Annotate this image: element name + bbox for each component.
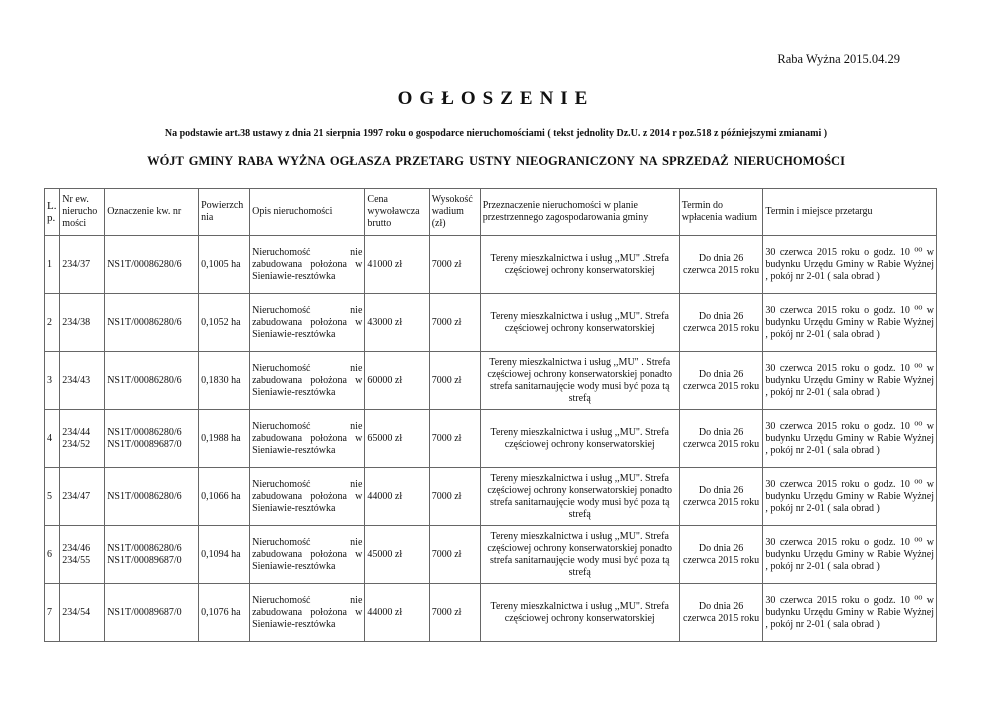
column-header-auction-time-place: Termin i miejsce przetargu (763, 189, 937, 236)
document-title: OGŁOSZENIE (397, 88, 595, 109)
cell-deposit: 7000 zł (429, 236, 480, 294)
cell-purpose: Tereny mieszkalnictwa i usług ,,MU". Strefa częściowej ochrony konserwatorskiej (480, 584, 679, 642)
cell-deposit: 7000 zł (429, 410, 480, 468)
cell-deposit: 7000 zł (429, 352, 480, 410)
cell-lp: 4 (45, 410, 60, 468)
cell-area: 0,1076 ha (199, 584, 250, 642)
cell-area: 0,1052 ha (199, 294, 250, 352)
cell-area: 0,1988 ha (199, 410, 250, 468)
cell-starting-price: 43000 zł (365, 294, 429, 352)
cell-auction-time-place: 30 czerwca 2015 roku o godz. 10 ⁰⁰ w budynku Urzędu Gminy w Rabie Wyżnej , pokój nr 2-01 ( sala obrad ) (763, 468, 937, 526)
cell-starting-price: 44000 zł (365, 468, 429, 526)
cell-deposit-deadline: Do dnia 26 czerwca 2015 roku (679, 352, 763, 410)
cell-description: Nieruchomość nie zabudowana położona w Sieniawie-resztówka (250, 468, 365, 526)
cell-description: Nieruchomość nie zabudowana położona w Sieniawie-resztówka (250, 526, 365, 584)
cell-purpose: Tereny mieszkalnictwa i usług ,,MU". Strefa częściowej ochrony konserwatorskiej ponadto strefa sanitarnaujęcie wody musi być poza tą strefą (480, 526, 679, 584)
cell-auction-time-place: 30 czerwca 2015 roku o godz. 10 ⁰⁰ w budynku Urzędu Gminy w Rabie Wyżnej , pokój nr 2-01 ( sala obrad ) (763, 410, 937, 468)
cell-area: 0,1005 ha (199, 236, 250, 294)
cell-parcel-number: 234/38 (60, 294, 105, 352)
cell-description: Nieruchomość nie zabudowana położona w Sieniawie-resztówka (250, 294, 365, 352)
cell-auction-time-place: 30 czerwca 2015 roku o godz. 10 ⁰⁰ w budynku Urzędu Gminy w Rabie Wyżnej , pokój nr 2-01 ( sala obrad ) (763, 526, 937, 584)
cell-parcel-number: 234/43 (60, 352, 105, 410)
cell-starting-price: 44000 zł (365, 584, 429, 642)
cell-land-register: NS1T/00089687/0 (105, 584, 199, 642)
column-header-parcel-number: Nr ew. nierucho mości (60, 189, 105, 236)
cell-purpose: Tereny mieszkalnictwa i usług ,,MU" .Strefa częściowej ochrony konserwatorskiej (480, 236, 679, 294)
cell-auction-time-place: 30 czerwca 2015 roku o godz. 10 ⁰⁰ w budynku Urzędu Gminy w Rabie Wyżnej , pokój nr 2-01 ( sala obrad ) (763, 584, 937, 642)
cell-parcel-number: 234/47 (60, 468, 105, 526)
column-header-deposit: Wysokość wadium (zł) (429, 189, 480, 236)
cell-area: 0,1830 ha (199, 352, 250, 410)
cell-deposit-deadline: Do dnia 26 czerwca 2015 roku (679, 294, 763, 352)
cell-area: 0,1094 ha (199, 526, 250, 584)
cell-description: Nieruchomość nie zabudowana położona w Sieniawie-resztówka (250, 584, 365, 642)
cell-purpose: Tereny mieszkalnictwa i usług ,,MU" . Strefa częściowej ochrony konserwatorskiej ponadto strefa sanitarnaujęcie wody musi być poza tą strefą (480, 352, 679, 410)
cell-parcel-number: 234/37 (60, 236, 105, 294)
cell-starting-price: 65000 zł (365, 410, 429, 468)
cell-lp: 2 (45, 294, 60, 352)
table-row (45, 294, 937, 352)
cell-lp: 3 (45, 352, 60, 410)
cell-land-register: NS1T/00086280/6 (105, 294, 199, 352)
column-header-description: Opis nieruchomości (250, 189, 365, 236)
cell-deposit-deadline: Do dnia 26 czerwca 2015 roku (679, 410, 763, 468)
cell-description: Nieruchomość nie zabudowana położona w Sieniawie-resztówka (250, 236, 365, 294)
column-header-area: Powierzch nia (199, 189, 250, 236)
cell-parcel-number: 234/54 (60, 584, 105, 642)
cell-purpose: Tereny mieszkalnictwa i usług ,,MU". Strefa częściowej ochrony konserwatorskiej (480, 410, 679, 468)
cell-description: Nieruchomość nie zabudowana położona w Sieniawie-resztówka (250, 352, 365, 410)
column-header-lp: L. p. (45, 189, 60, 236)
cell-deposit: 7000 zł (429, 294, 480, 352)
cell-lp: 1 (45, 236, 60, 294)
cell-deposit-deadline: Do dnia 26 czerwca 2015 roku (679, 584, 763, 642)
cell-auction-time-place: 30 czerwca 2015 roku o godz. 10 ⁰⁰ w budynku Urzędu Gminy w Rabie Wyżnej , pokój nr 2-01 ( sala obrad ) (763, 236, 937, 294)
cell-deposit-deadline: Do dnia 26 czerwca 2015 roku (679, 526, 763, 584)
cell-purpose: Tereny mieszkalnictwa i usług ,,MU". Strefa częściowej ochrony konserwatorskiej (480, 294, 679, 352)
cell-lp: 5 (45, 468, 60, 526)
table-row (45, 584, 937, 642)
table-row (45, 352, 937, 410)
cell-auction-time-place: 30 czerwca 2015 roku o godz. 10 ⁰⁰ w budynku Urzędu Gminy w Rabie Wyżnej , pokój nr 2-01 ( sala obrad ) (763, 352, 937, 410)
cell-lp: 6 (45, 526, 60, 584)
table-row (45, 468, 937, 526)
column-header-deposit-deadline: Termin do wpłacenia wadium (679, 189, 763, 236)
column-header-starting-price: Cena wywoławcza brutto (365, 189, 429, 236)
cell-purpose: Tereny mieszkalnictwa i usług ,,MU". Strefa częściowej ochrony konserwatorskiej ponadto strefa sanitarnaujęcie wody musi być poza tą strefą (480, 468, 679, 526)
column-header-purpose: Przeznaczenie nieruchomości w planie przestrzennego zagospodarowania gminy (480, 189, 679, 236)
announcement-heading: WÓJT GMINY RABA WYŻNA OGŁASZA PRZETARG USTNY NIEOGRANICZONY NA SPRZEDAŻ NIERUCHOMOŚCI (147, 154, 845, 168)
place-date: Raba Wyżna 2015.04.29 (777, 52, 900, 66)
cell-lp: 7 (45, 584, 60, 642)
cell-description: Nieruchomość nie zabudowana położona w Sieniawie-resztówka (250, 410, 365, 468)
cell-parcel-number: 234/46 234/55 (60, 526, 105, 584)
cell-deposit-deadline: Do dnia 26 czerwca 2015 roku (679, 468, 763, 526)
table-row (45, 526, 937, 584)
cell-land-register: NS1T/00086280/6 (105, 236, 199, 294)
cell-land-register: NS1T/00086280/6 NS1T/00089687/0 (105, 526, 199, 584)
cell-deposit: 7000 zł (429, 584, 480, 642)
legal-basis: Na podstawie art.38 ustawy z dnia 21 sierpnia 1997 roku o gospodarce nieruchomościami ( tekst jednolity Dz.U. z 2014 r poz.518 z późniejszymi zmianami ) (164, 128, 828, 139)
table-row (45, 410, 937, 468)
cell-starting-price: 45000 zł (365, 526, 429, 584)
cell-area: 0,1066 ha (199, 468, 250, 526)
properties-table (44, 188, 937, 642)
cell-starting-price: 60000 zł (365, 352, 429, 410)
table-row (45, 236, 937, 294)
table-header-row (45, 189, 937, 236)
cell-deposit: 7000 zł (429, 526, 480, 584)
cell-auction-time-place: 30 czerwca 2015 roku o godz. 10 ⁰⁰ w budynku Urzędu Gminy w Rabie Wyżnej , pokój nr 2-01 ( sala obrad ) (763, 294, 937, 352)
cell-land-register: NS1T/00086280/6 NS1T/00089687/0 (105, 410, 199, 468)
cell-starting-price: 41000 zł (365, 236, 429, 294)
column-header-land-register: Oznaczenie kw. nr (105, 189, 199, 236)
cell-deposit-deadline: Do dnia 26 czerwca 2015 roku (679, 236, 763, 294)
cell-land-register: NS1T/00086280/6 (105, 352, 199, 410)
cell-parcel-number: 234/44 234/52 (60, 410, 105, 468)
cell-deposit: 7000 zł (429, 468, 480, 526)
cell-land-register: NS1T/00086280/6 (105, 468, 199, 526)
